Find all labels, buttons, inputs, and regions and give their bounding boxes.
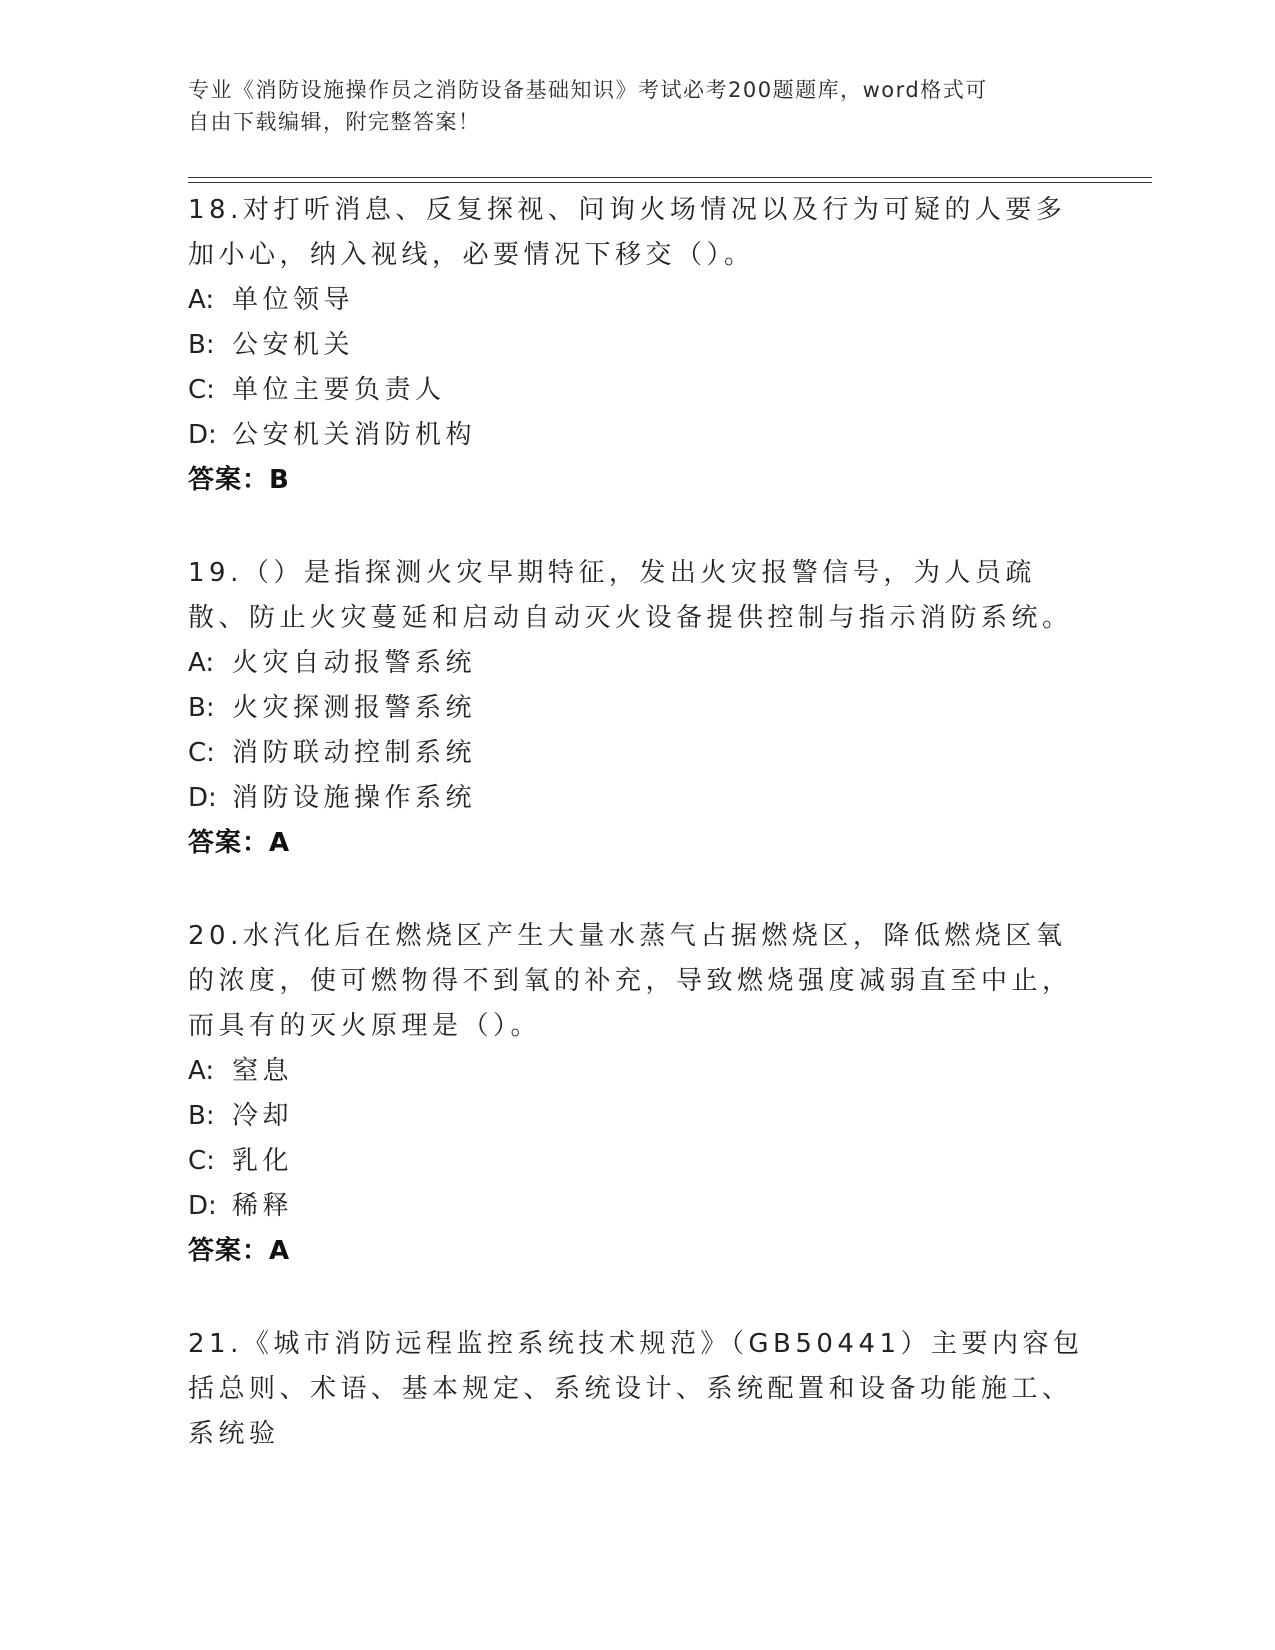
option-text: 冷却 — [232, 1101, 294, 1131]
option-text: 窒息 — [232, 1056, 294, 1086]
option-text: 火灾探测报警系统 — [232, 693, 477, 723]
option-a — [188, 641, 1088, 686]
option-d — [188, 1184, 1088, 1229]
header-line-2: 自由下载编辑，附完整答案！ — [188, 110, 481, 134]
option-letter: B: — [188, 693, 215, 723]
option-text: 稀释 — [232, 1191, 294, 1221]
header-line-1: 专业《消防设施操作员之消防设备基础知识》考试必考200题题库，word格式可 — [188, 78, 988, 102]
option-c — [188, 731, 1088, 776]
option-b — [188, 323, 1088, 368]
header-divider-top — [188, 177, 1152, 178]
option-b — [188, 1094, 1088, 1139]
option-b — [188, 686, 1088, 731]
question-text: 20.水汽化后在燃烧区产生大量水蒸气占据燃烧区，降低燃烧区氧的浓度，使可燃物得不到氧的补充，导致燃烧强度减弱直至中止，而具有的灭火原理是（）。 — [188, 921, 1073, 1041]
option-text: 火灾自动报警系统 — [232, 648, 477, 678]
option-c — [188, 1139, 1088, 1184]
option-letter: A: — [188, 648, 215, 678]
option-letter: D: — [188, 1191, 217, 1221]
question-text: 19.（）是指探测火灾早期特征，发出火灾报警信号，为人员疏散、防止火灾蔓延和启动自动灭火设备提供控制与指示消防系统。 — [188, 558, 1073, 633]
question-text: 18.对打听消息、反复探视、问询火场情况以及行为可疑的人要多加小心，纳入视线，必要情况下移交（）。 — [188, 195, 1067, 270]
document-header — [188, 74, 1068, 138]
question-text: 21.《城市消防远程监控系统技术规范》（GB50441）主要内容包括总则、术语、基本规定、系统设计、系统配置和设备功能施工、系统验 — [188, 1329, 1084, 1449]
option-letter: D: — [188, 783, 217, 813]
option-text: 公安机关消防机构 — [232, 420, 477, 450]
option-text: 乳化 — [232, 1146, 294, 1176]
option-letter: C: — [188, 1146, 215, 1176]
question-21 — [188, 1322, 1088, 1457]
header-divider-bottom — [188, 182, 1152, 183]
option-d — [188, 413, 1088, 458]
question-18 — [188, 188, 1088, 503]
option-text: 单位主要负责人 — [232, 375, 446, 405]
option-text: 单位领导 — [232, 285, 355, 315]
option-c — [188, 368, 1088, 413]
option-letter: A: — [188, 1056, 215, 1086]
option-text: 公安机关 — [232, 330, 355, 360]
option-letter: C: — [188, 738, 215, 768]
option-letter: D: — [188, 420, 217, 450]
question-19 — [188, 551, 1088, 866]
option-letter: C: — [188, 375, 215, 405]
option-text: 消防联动控制系统 — [232, 738, 477, 768]
option-d — [188, 776, 1088, 821]
option-letter: B: — [188, 1101, 215, 1131]
option-letter: B: — [188, 330, 215, 360]
question-list — [188, 188, 1088, 1505]
answer-line: 答案：A — [188, 1236, 291, 1266]
answer-line: 答案：A — [188, 828, 291, 858]
question-20 — [188, 914, 1088, 1274]
option-text: 消防设施操作系统 — [232, 783, 477, 813]
option-a — [188, 278, 1088, 323]
answer-line: 答案：B — [188, 465, 290, 495]
option-a — [188, 1049, 1088, 1094]
option-letter: A: — [188, 285, 215, 315]
